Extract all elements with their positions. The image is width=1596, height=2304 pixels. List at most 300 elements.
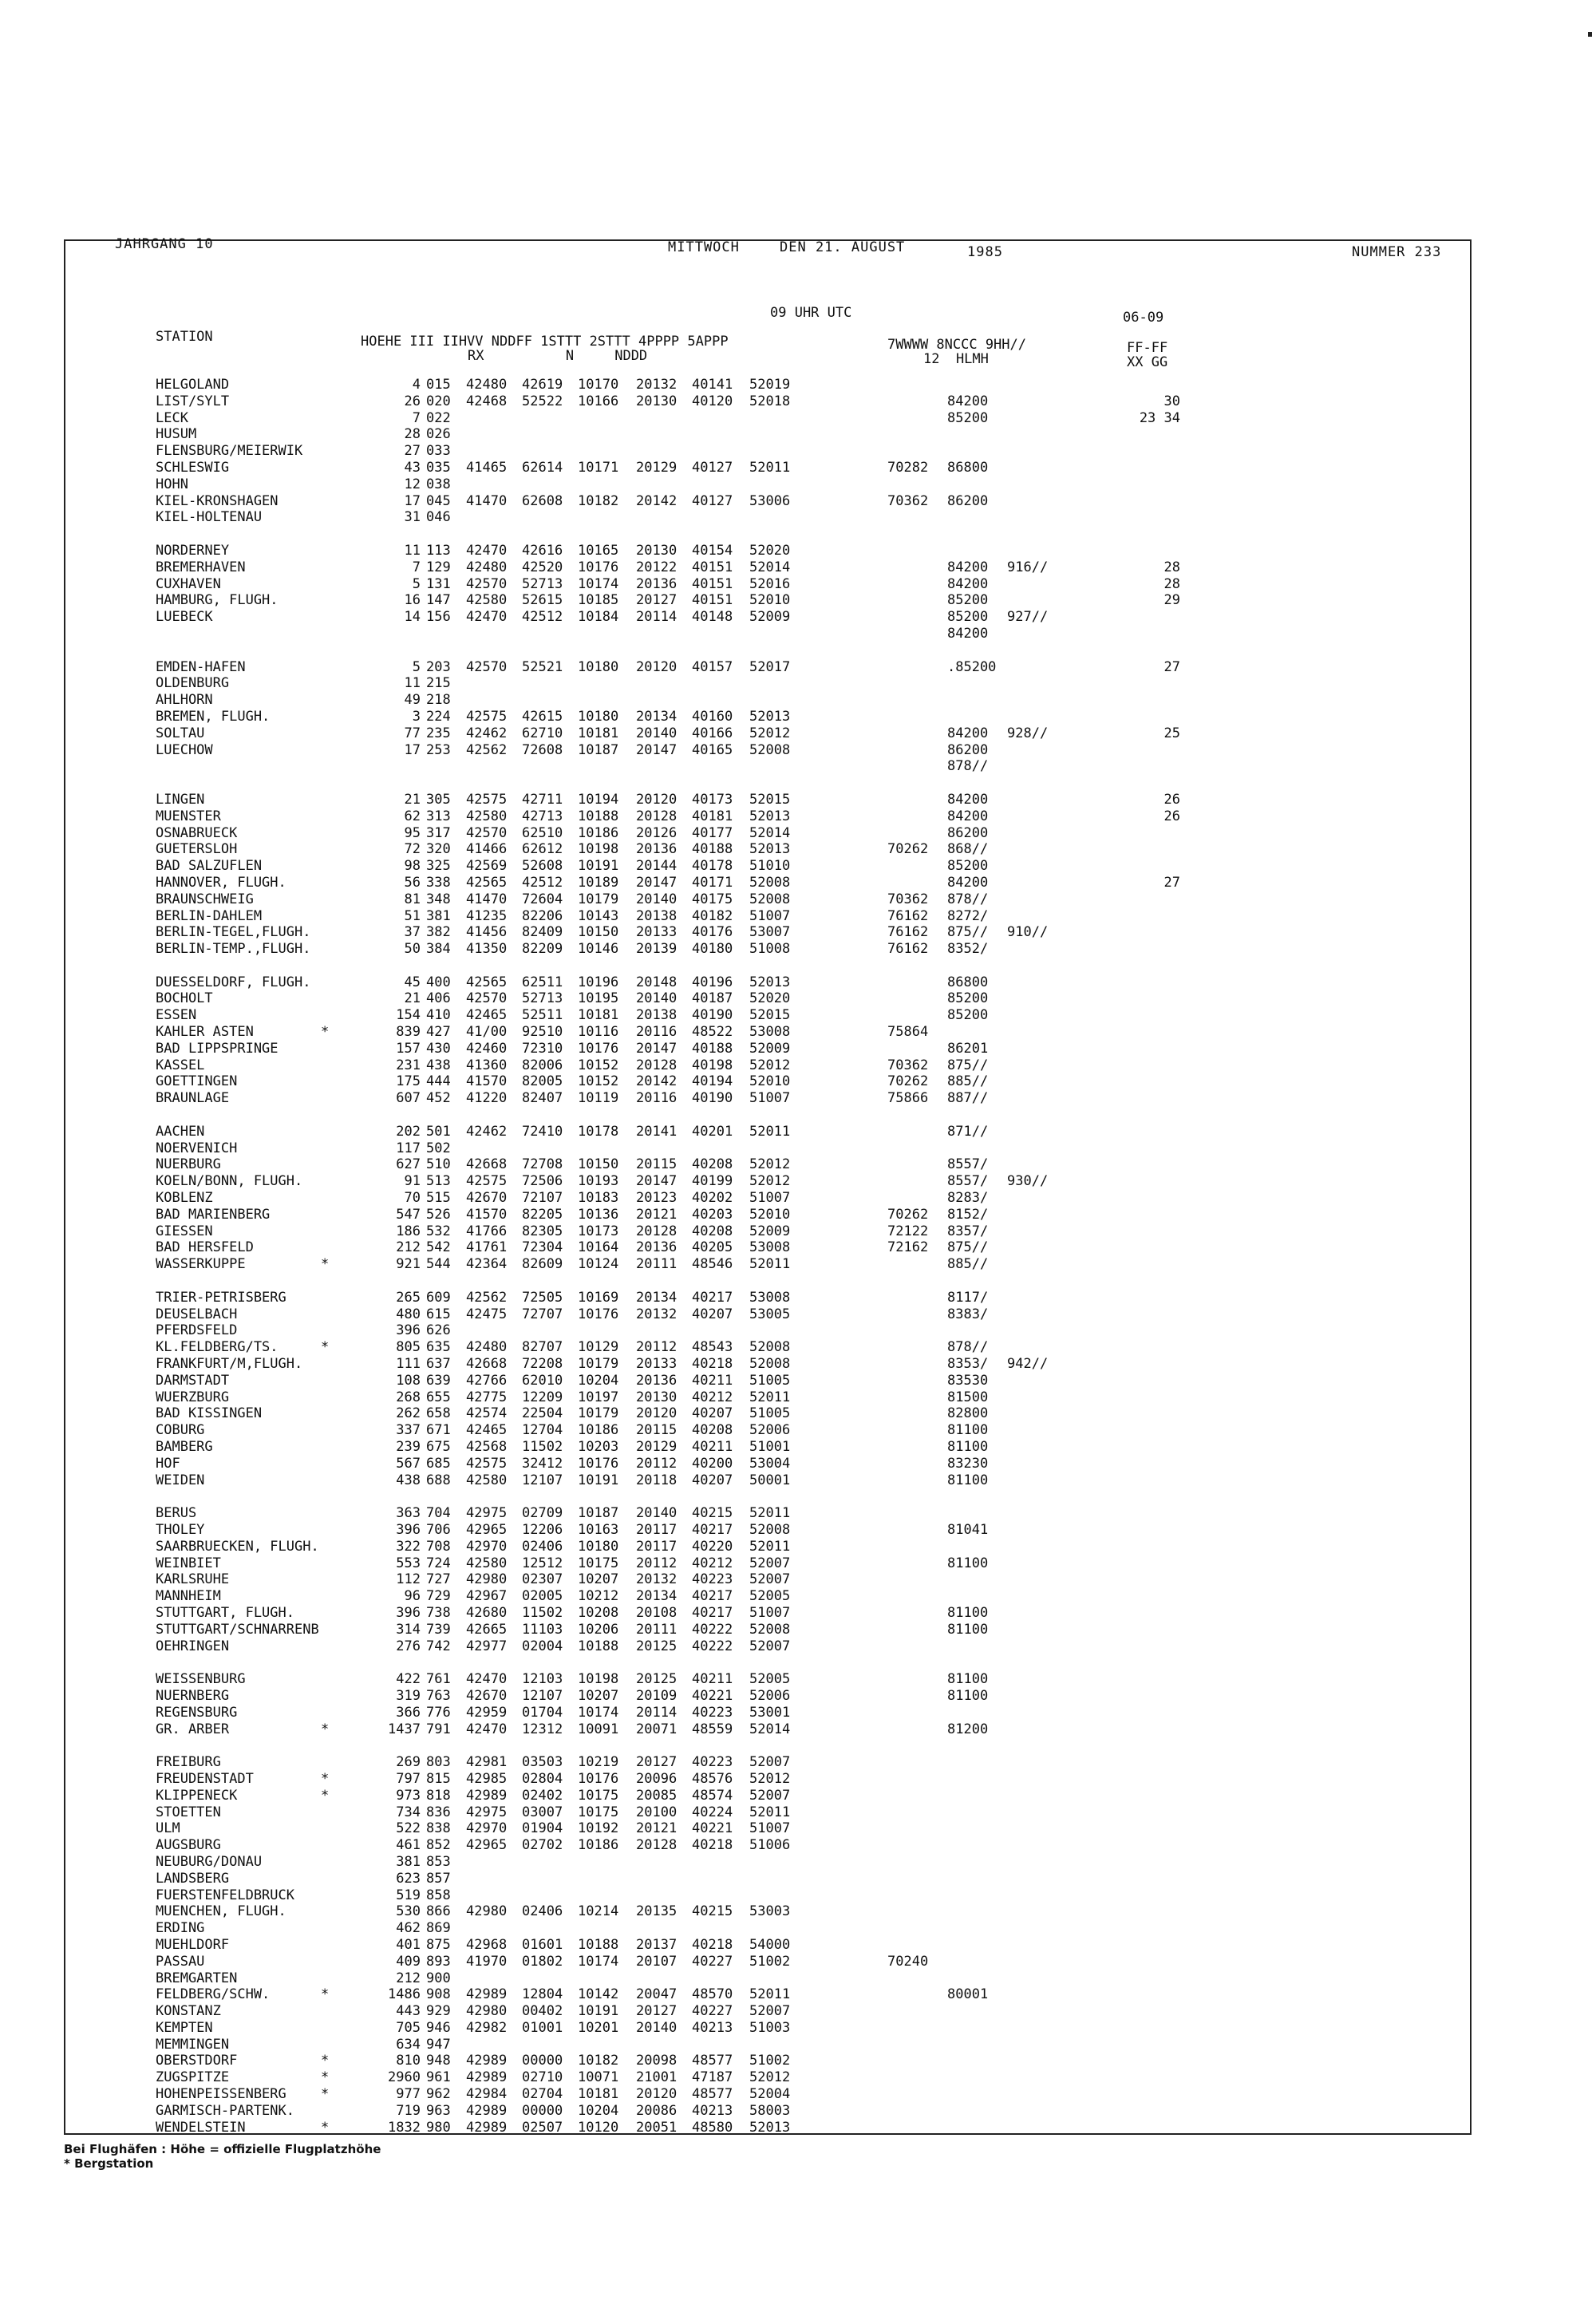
temp-value: 10174	[578, 1704, 619, 1721]
iihvv-value: 42580	[466, 1472, 508, 1488]
pressure-value: 40175	[692, 891, 733, 907]
dewpoint-value: 20114	[636, 1704, 678, 1721]
nddff-value: 01601	[522, 1936, 563, 1953]
weather-value: 76162	[887, 941, 929, 958]
table-row	[65, 1771, 1470, 1788]
hoehe-value: 62	[404, 808, 421, 824]
temp-value: 10116	[578, 1024, 619, 1041]
wind-gust-value: 26	[1163, 791, 1180, 808]
code-columns-header: HOEHE III IIHVV NDDFF 1STTT 2STTT 4PPPP 5APPP	[361, 334, 729, 350]
station-id: 900	[426, 1970, 451, 1986]
temp-value: 10173	[578, 1223, 619, 1239]
station-name: GARMISCH-PARTENK.	[156, 2102, 294, 2119]
tendency-value: 52011	[749, 1538, 791, 1555]
station-name: BREMGARTEN	[156, 1970, 238, 1986]
dewpoint-value: 20111	[636, 1256, 678, 1273]
iihvv-value: 42989	[466, 2119, 508, 2136]
dewpoint-value: 20120	[636, 1405, 678, 1422]
weather-value: 70282	[887, 459, 929, 476]
cloud-value: 81100	[947, 1604, 989, 1621]
wind-gust-value: 25	[1163, 725, 1180, 741]
hoehe-value: 95	[404, 824, 421, 841]
pressure-value: 40157	[692, 658, 733, 675]
table-row	[65, 1555, 1470, 1572]
nddff-value: 52522	[522, 393, 563, 409]
table-row	[65, 1705, 1470, 1721]
tendency-value: 52012	[749, 725, 791, 741]
pressure-value: 40188	[692, 841, 733, 858]
cloud-value: 875//	[947, 924, 989, 941]
temp-value: 10150	[578, 924, 619, 941]
iihvv-value: 41470	[466, 492, 508, 509]
station-id: 739	[426, 1621, 451, 1638]
temp-value: 10170	[578, 377, 619, 393]
iihvv-value: 42668	[466, 1356, 508, 1373]
dewpoint-value: 20140	[636, 1505, 678, 1522]
station-id: 430	[426, 1040, 451, 1057]
cloud-value: 875//	[947, 1057, 989, 1073]
nddff-value: 03503	[522, 1754, 563, 1771]
station-id: 836	[426, 1804, 451, 1820]
station-id: 857	[426, 1870, 451, 1887]
table-row	[65, 1322, 1470, 1339]
nddff-value: 72310	[522, 1040, 563, 1057]
nddff-value: 02004	[522, 1638, 563, 1654]
iihvv-value: 42470	[466, 1671, 508, 1688]
pressure-value: 40188	[692, 1040, 733, 1057]
iihvv-value: 41465	[466, 459, 508, 476]
pressure-value: 40198	[692, 1057, 733, 1073]
iihvv-value: 42668	[466, 1156, 508, 1173]
temp-value: 10208	[578, 1604, 619, 1621]
hoehe-value: 3	[412, 708, 421, 725]
station-name: BERUS	[156, 1505, 197, 1522]
table-row	[65, 908, 1470, 925]
iihvv-value: 42570	[466, 990, 508, 1007]
station-name: COBURG	[156, 1422, 205, 1439]
dewpoint-value: 20085	[636, 1787, 678, 1804]
nddff-value: 12209	[522, 1389, 563, 1405]
group-spacer	[65, 958, 1470, 974]
pressure-value: 48543	[692, 1339, 733, 1356]
station-name: BOCHOLT	[156, 990, 213, 1007]
table-row	[65, 410, 1470, 427]
dewpoint-value: 20147	[636, 1040, 678, 1057]
hoehe-value: 1437	[388, 1721, 421, 1737]
station-id: 706	[426, 1521, 451, 1538]
dewpoint-value: 20137	[636, 1936, 678, 1953]
table-row	[65, 1505, 1470, 1522]
hoehe-value: 607	[396, 1090, 421, 1107]
hoehe-value: 921	[396, 1256, 421, 1273]
cloud-value: 83230	[947, 1455, 989, 1472]
iihvv-value: 42975	[466, 1804, 508, 1820]
station-id: 761	[426, 1671, 451, 1688]
wind-gust-value: 28	[1163, 559, 1180, 575]
pressure-value: 48580	[692, 2119, 733, 2136]
cloud-height-value: 916//	[1007, 559, 1049, 575]
dewpoint-value: 20134	[636, 708, 678, 725]
cloud-value: 84200	[947, 393, 989, 409]
temp-value: 10191	[578, 1472, 619, 1488]
iihvv-value: 42580	[466, 592, 508, 609]
hoehe-value: 422	[396, 1671, 421, 1688]
cloud-value: 84200	[947, 725, 989, 741]
iihvv-value: 41766	[466, 1223, 508, 1239]
hoehe-value: 381	[396, 1853, 421, 1870]
tendency-value: 51002	[749, 2053, 791, 2069]
temp-value: 10191	[578, 858, 619, 875]
tendency-value: 52007	[749, 1555, 791, 1571]
wind-gust-value: 28	[1163, 575, 1180, 592]
station-id: 215	[426, 675, 451, 692]
iihvv-value: 42575	[466, 1455, 508, 1472]
tendency-value: 53004	[749, 1455, 791, 1472]
station-id: 203	[426, 658, 451, 675]
tendency-value: 52015	[749, 1007, 791, 1024]
iihvv-value: 42970	[466, 1820, 508, 1837]
tendency-value: 50001	[749, 1472, 791, 1488]
nddff-value: 12704	[522, 1422, 563, 1439]
hoehe-value: 43	[404, 459, 421, 476]
temp-value: 10176	[578, 559, 619, 575]
iihvv-value: 42665	[466, 1621, 508, 1638]
table-row	[65, 1306, 1470, 1323]
tendency-value: 52017	[749, 658, 791, 675]
tendency-value: 52008	[749, 741, 791, 758]
pressure-value: 40217	[692, 1588, 733, 1605]
cloud-value: 84200	[947, 575, 989, 592]
station-name: NORDERNEY	[156, 542, 230, 559]
station-name: BAD LIPPSPRINGE	[156, 1040, 279, 1057]
dewpoint-value: 20132	[636, 1571, 678, 1588]
hoehe-value: 2960	[388, 2069, 421, 2086]
temp-value: 10219	[578, 1754, 619, 1771]
pressure-value: 40196	[692, 974, 733, 990]
station-name: FREUDENSTADT	[156, 1770, 254, 1787]
tendency-value: 51006	[749, 1837, 791, 1854]
temp-value: 10204	[578, 2102, 619, 2119]
temp-value: 10184	[578, 609, 619, 626]
wind-gust-value: 26	[1163, 808, 1180, 824]
group-spacer	[65, 1107, 1470, 1124]
pressure-value: 40217	[692, 1604, 733, 1621]
pressure-value: 48522	[692, 1024, 733, 1041]
tendency-value: 52011	[749, 1804, 791, 1820]
table-row	[65, 1721, 1470, 1738]
table-row	[65, 1024, 1470, 1041]
hoehe-value: 443	[396, 2003, 421, 2020]
tendency-value: 52007	[749, 1787, 791, 1804]
iihvv-value: 41350	[466, 941, 508, 958]
iihvv-value: 42364	[466, 1256, 508, 1273]
temp-value: 10176	[578, 1306, 619, 1322]
station-id: 858	[426, 1887, 451, 1903]
table-row	[65, 609, 1470, 626]
station-id: 513	[426, 1173, 451, 1190]
cloud-value: 878//	[947, 891, 989, 907]
temp-value: 10206	[578, 1621, 619, 1638]
hoehe-value: 117	[396, 1140, 421, 1156]
iihvv-value: 42575	[466, 791, 508, 808]
nddff-value: 42512	[522, 609, 563, 626]
hoehe-value: 480	[396, 1306, 421, 1322]
cloud-value: 8353/	[947, 1356, 989, 1373]
hoehe-value: 268	[396, 1389, 421, 1405]
pressure-value: 40200	[692, 1455, 733, 1472]
temp-value: 10152	[578, 1073, 619, 1090]
iihvv-value: 42989	[466, 1787, 508, 1804]
tendency-value: 52014	[749, 1721, 791, 1737]
table-row	[65, 1290, 1470, 1306]
scan-speck	[1588, 32, 1592, 37]
tendency-value: 53005	[749, 1306, 791, 1322]
tendency-value: 53008	[749, 1239, 791, 1256]
station-id: 980	[426, 2119, 451, 2136]
iihvv-value: 41360	[466, 1057, 508, 1073]
hoehe-value: 401	[396, 1936, 421, 1953]
station-id: 635	[426, 1339, 451, 1356]
table-row	[65, 941, 1470, 958]
station-id: 815	[426, 1770, 451, 1787]
temp-value: 10175	[578, 1804, 619, 1820]
table-row	[65, 1007, 1470, 1024]
cloud-value: 871//	[947, 1123, 989, 1140]
cloud-value: 8352/	[947, 941, 989, 958]
hoehe-value: 530	[396, 1903, 421, 1920]
tendency-value: 52012	[749, 1173, 791, 1190]
station-id: 609	[426, 1289, 451, 1306]
temp-value: 10187	[578, 1505, 619, 1522]
dewpoint-value: 20140	[636, 990, 678, 1007]
mountain-mark: *	[321, 2086, 330, 2103]
table-row	[65, 559, 1470, 576]
tendency-value: 52012	[749, 1770, 791, 1787]
hoehe-value: 519	[396, 1887, 421, 1903]
temp-value: 10197	[578, 1389, 619, 1405]
tendency-value: 52011	[749, 1389, 791, 1405]
table-row	[65, 626, 1470, 642]
hoehe-value: 409	[396, 1953, 421, 1970]
station-name: WENDELSTEIN	[156, 2119, 246, 2136]
table-row	[65, 1837, 1470, 1854]
station-name: FUERSTENFELDBRUCK	[156, 1887, 294, 1903]
tendency-value: 52006	[749, 1422, 791, 1439]
weather-value: 72122	[887, 1223, 929, 1239]
hoehe-value: 12	[404, 476, 421, 492]
cloud-value: 86800	[947, 459, 989, 476]
station-id: 338	[426, 874, 451, 891]
station-id: 400	[426, 974, 451, 990]
pressure-value: 40217	[692, 1289, 733, 1306]
nddff-value: 62510	[522, 824, 563, 841]
temp-value: 10120	[578, 2119, 619, 2136]
temp-value: 10169	[578, 1289, 619, 1306]
station-id: 947	[426, 2036, 451, 2053]
station-name: BAMBERG	[156, 1439, 213, 1455]
weather-value: 76162	[887, 907, 929, 924]
iihvv-value: 42465	[466, 1007, 508, 1024]
tendency-value: 52011	[749, 1986, 791, 2003]
temp-value: 10174	[578, 1953, 619, 1970]
table-row	[65, 1754, 1470, 1771]
pressure-value: 40211	[692, 1671, 733, 1688]
wind-gust-value: 23 34	[1139, 409, 1180, 426]
temp-value: 10071	[578, 2069, 619, 2086]
table-row	[65, 1373, 1470, 1389]
tendency-value: 51008	[749, 941, 791, 958]
temp-value: 10091	[578, 1721, 619, 1737]
table-row	[65, 1588, 1470, 1605]
station-id: 962	[426, 2086, 451, 2103]
hoehe-value: 50	[404, 941, 421, 958]
station-name: KEMPTEN	[156, 2019, 213, 2036]
pressure-value: 40224	[692, 1804, 733, 1820]
table-row	[65, 1073, 1470, 1090]
station-id: 046	[426, 509, 451, 526]
table-row	[65, 1605, 1470, 1622]
dewpoint-value: 20121	[636, 1206, 678, 1223]
nddff-value: 82409	[522, 924, 563, 941]
pressure-value: 40223	[692, 1571, 733, 1588]
pressure-value: 40208	[692, 1156, 733, 1173]
dewpoint-value: 20129	[636, 459, 678, 476]
temp-value: 10189	[578, 874, 619, 891]
tendency-value: 52020	[749, 990, 791, 1007]
station-id: 639	[426, 1372, 451, 1389]
temp-value: 10174	[578, 575, 619, 592]
station-name: NUERBURG	[156, 1156, 221, 1173]
dewpoint-value: 20096	[636, 1770, 678, 1787]
temp-value: 10194	[578, 791, 619, 808]
cloud-height-value: 927//	[1007, 609, 1049, 626]
temp-value: 10180	[578, 708, 619, 725]
tendency-value: 52007	[749, 1638, 791, 1654]
table-row	[65, 377, 1470, 393]
temp-value: 10129	[578, 1339, 619, 1356]
dewpoint-value: 20115	[636, 1422, 678, 1439]
station-name: EMDEN-HAFEN	[156, 658, 246, 675]
cloud-value: 81100	[947, 1671, 989, 1688]
cloud-value: 81041	[947, 1521, 989, 1538]
cloud-value: 81100	[947, 1472, 989, 1488]
hoehe-value: 11	[404, 542, 421, 559]
dewpoint-value: 20147	[636, 741, 678, 758]
pressure-value: 48577	[692, 2053, 733, 2069]
hoehe-value: 734	[396, 1804, 421, 1820]
dewpoint-value: 20136	[636, 841, 678, 858]
station-id: 510	[426, 1156, 451, 1173]
iihvv-value: 42565	[466, 874, 508, 891]
iihvv-value: 42970	[466, 1538, 508, 1555]
cloud-height-value: 942//	[1007, 1356, 1049, 1373]
tendency-value: 52019	[749, 377, 791, 393]
table-row	[65, 1788, 1470, 1804]
station-table	[65, 377, 1470, 2136]
pressure-value: 40211	[692, 1372, 733, 1389]
station-name: MUEHLDORF	[156, 1936, 230, 1953]
station-id: 948	[426, 2053, 451, 2069]
nddff-value: 02710	[522, 2069, 563, 2086]
station-name: KIEL-HOLTENAU	[156, 509, 263, 526]
table-row	[65, 1422, 1470, 1439]
mountain-mark: *	[321, 1787, 330, 1804]
cloud-value: 85200	[947, 592, 989, 609]
cloud-value: .85200	[947, 658, 997, 675]
station-column-header: STATION	[156, 329, 213, 345]
tendency-value: 53001	[749, 1704, 791, 1721]
hoehe-value: 366	[396, 1704, 421, 1721]
nddff-value: 82005	[522, 1073, 563, 1090]
tendency-value: 52018	[749, 393, 791, 409]
cloud-value: 83530	[947, 1372, 989, 1389]
cloud-value: 82800	[947, 1405, 989, 1422]
station-name: GUETERSLOH	[156, 841, 238, 858]
cloud-value: 8383/	[947, 1306, 989, 1322]
table-row	[65, 990, 1470, 1007]
nddff-value: 72107	[522, 1190, 563, 1207]
temp-value: 10182	[578, 2053, 619, 2069]
station-id: 325	[426, 858, 451, 875]
tendency-value: 52011	[749, 1256, 791, 1273]
hoehe-value: 16	[404, 592, 421, 609]
table-row	[65, 509, 1470, 526]
pressure-value: 40173	[692, 791, 733, 808]
temp-value: 10119	[578, 1090, 619, 1107]
cloud-value: 8117/	[947, 1289, 989, 1306]
dewpoint-value: 20142	[636, 492, 678, 509]
weather-value: 70362	[887, 492, 929, 509]
tendency-value: 52008	[749, 1521, 791, 1538]
tendency-value: 52007	[749, 2003, 791, 2020]
dewpoint-value: 20129	[636, 1439, 678, 1455]
station-id: 382	[426, 924, 451, 941]
nddff-value: 42713	[522, 808, 563, 824]
pressure-value: 40213	[692, 2019, 733, 2036]
nddff-value: 82407	[522, 1090, 563, 1107]
iihvv-value: 42568	[466, 1439, 508, 1455]
nddff-value: 11103	[522, 1621, 563, 1638]
table-row	[65, 2103, 1470, 2120]
pressure-value: 40211	[692, 1439, 733, 1455]
hoehe-value: 623	[396, 1870, 421, 1887]
cloud-value: 86200	[947, 741, 989, 758]
table-row	[65, 1124, 1470, 1140]
temp-value: 10182	[578, 492, 619, 509]
station-id: 724	[426, 1555, 451, 1571]
pressure-value: 40190	[692, 1090, 733, 1107]
cloud-value: 81100	[947, 1687, 989, 1704]
hoehe-value: 77	[404, 725, 421, 741]
station-id: 113	[426, 542, 451, 559]
iihvv-value: 42575	[466, 708, 508, 725]
hoehe-value: 1832	[388, 2119, 421, 2136]
station-id: 156	[426, 609, 451, 626]
dewpoint-value: 20112	[636, 1339, 678, 1356]
dewpoint-value: 20147	[636, 1173, 678, 1190]
station-id: 501	[426, 1123, 451, 1140]
nddff-value: 12312	[522, 1721, 563, 1737]
table-row	[65, 460, 1470, 476]
tendency-value: 52020	[749, 542, 791, 559]
nummer-label: NUMMER 233	[1352, 244, 1442, 260]
group-spacer	[65, 1488, 1470, 1505]
hoehe-value: 719	[396, 2102, 421, 2119]
station-id: 542	[426, 1239, 451, 1256]
station-name: SAARBRUECKEN, FLUGH.	[156, 1538, 319, 1555]
pressure-value: 40223	[692, 1754, 733, 1771]
mountain-mark: *	[321, 1986, 330, 2003]
